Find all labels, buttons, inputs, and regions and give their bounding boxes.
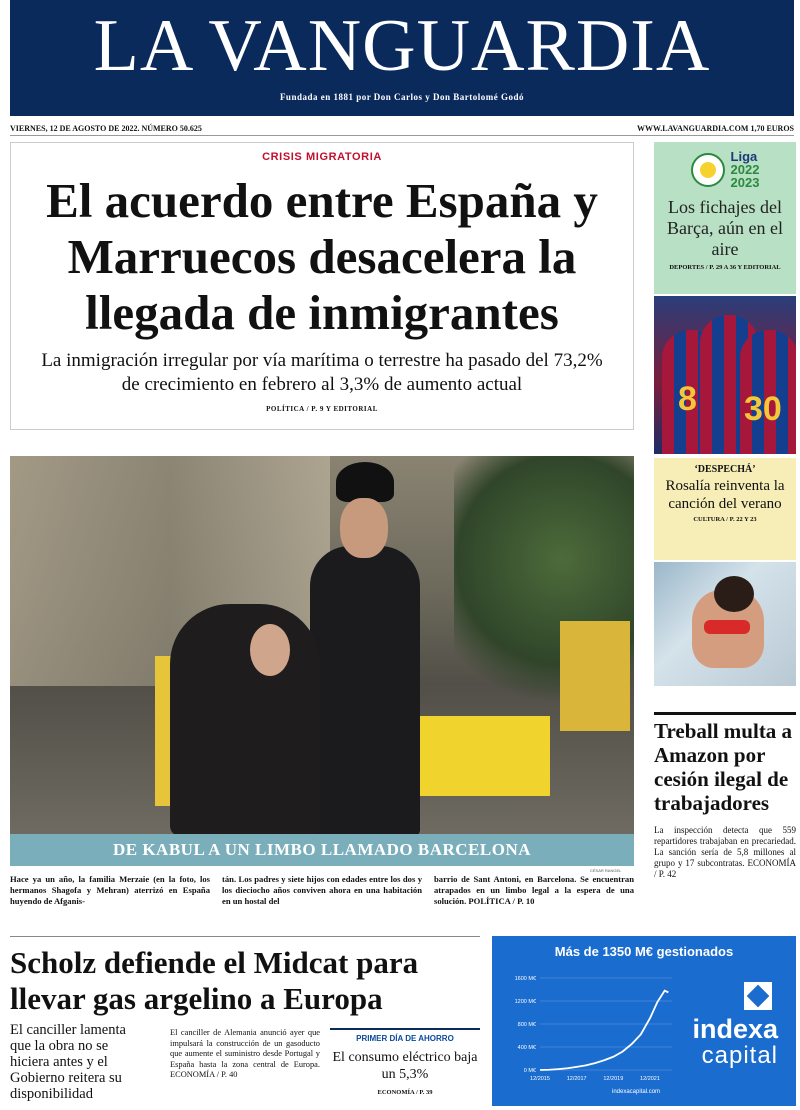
- lead-deck: La inmigración irregular por vía marítima o terrestre ha pasado del 73,2% de crecimiento en febrero al 3,3% de aumento actual: [41, 350, 603, 395]
- treball-text: La inspección detecta que 559 repartidores trabajaban en precariedad. La sanción sería de 5,8 millones al grupo y 17 subcontratas. ECONOMÍA / P. 42: [654, 825, 796, 879]
- liga-promo[interactable]: [654, 142, 796, 294]
- caption-col-1: Hace ya un año, la familia Merzaie (en la foto, los hermanos Shagofa y Mehran) aterrizó en España huyendo de Afganis-: [10, 874, 210, 906]
- chart-y-tick: 800 M€: [517, 1022, 536, 1028]
- rosalia-hair: [714, 576, 754, 612]
- masthead: [10, 0, 794, 116]
- energy-headline[interactable]: El consumo eléctrico baja un 5,3%: [332, 1050, 478, 1082]
- chart-series-line: [540, 991, 668, 1070]
- photo-young-man: [310, 546, 420, 836]
- liga-headline[interactable]: Los fichajes del Barça, aún en el aire: [667, 196, 783, 259]
- photo-young-woman-face: [250, 624, 290, 676]
- jersey-number-8: 8: [678, 380, 697, 418]
- dateline: [10, 122, 794, 136]
- chart-x-tick: 12/2021: [640, 1076, 660, 1082]
- energy-kicker: PRIMER DÍA DE AHORRO: [356, 1034, 454, 1043]
- energy-box[interactable]: [330, 1028, 480, 1096]
- liga-ball-icon: [691, 153, 725, 187]
- lead-kicker: CRISIS MIGRATORIA: [262, 151, 382, 163]
- barca-photo[interactable]: [654, 296, 796, 454]
- scholz-headline[interactable]: Scholz defiende el Midcat para llevar gas argelino a Europa: [10, 936, 480, 1017]
- liga-badge: [691, 150, 760, 189]
- liga-year-b: 2023: [730, 175, 760, 190]
- scholz-body: El canciller de Alemania anunció ayer que impulsará la construcción de un gasoducto que aumente el suministro desde Portugal y España hasta la zona central de Europa. ECONOMÍA / P. 40: [170, 1028, 320, 1080]
- chart-y-tick: 0 M€: [523, 1068, 536, 1074]
- jersey-number-30: 30: [744, 390, 782, 428]
- chart-y-tick: 1200 M€: [514, 999, 536, 1005]
- lead-page-ref: POLÍTICA / P. 9 Y EDITORIAL: [266, 405, 378, 413]
- photo-young-man-hair: [336, 462, 394, 502]
- brand-name-line2: capital: [701, 1042, 778, 1069]
- ad-url[interactable]: indexacapital.com: [612, 1089, 661, 1095]
- photo-caption-text: [10, 874, 634, 930]
- photo-young-woman: [170, 604, 320, 836]
- lead-headline[interactable]: El acuerdo entre España y Marruecos desacelera la llegada de inmigrantes: [46, 173, 598, 340]
- chart-y-tick: 1600 M€: [514, 976, 536, 982]
- brand-name-line1: indexa: [692, 1014, 778, 1044]
- rosalia-red-top: [704, 620, 750, 634]
- chart-y-tick: 400 M€: [517, 1045, 536, 1051]
- photo-credit: CÉSAR RANGEL: [590, 868, 622, 873]
- treball-story[interactable]: [654, 712, 796, 880]
- ad-title: Más de 1350 M€ gestionados: [554, 944, 734, 959]
- scholz-story[interactable]: [10, 936, 480, 1102]
- liga-year-a: 2022: [730, 162, 760, 177]
- issue-date: VIERNES, 12 DE AGOSTO DE 2022. NÚMERO 50.625: [10, 124, 202, 133]
- caption-col-2: tán. Los padres y siete hijos con edades entre los dos y los dieciocho años conviven ahora en una habitación en un hostal del: [222, 874, 422, 906]
- ad-chart: [500, 966, 680, 1091]
- liga-label: [731, 150, 760, 189]
- chart-x-tick: 12/2017: [566, 1076, 587, 1082]
- newspaper-title[interactable]: LA VANGUARDIA: [93, 5, 711, 87]
- indexa-logo-icon: [744, 982, 772, 1010]
- energy-page-ref: ECONOMÍA / P. 39: [377, 1089, 433, 1096]
- rosalia-teaser[interactable]: [654, 458, 796, 560]
- scholz-lede: El canciller lamenta que la obra no se hiciera antes y el Gobierno reitera su disponibilidad: [10, 1022, 126, 1102]
- chart-x-tick: 12/2015: [530, 1076, 550, 1082]
- liga-page-ref: DEPORTES / P. 29 A 36 Y EDITORIAL: [669, 263, 781, 271]
- photo-caption-bar: DE KABUL A UN LIMBO LLAMADO BARCELONA: [10, 834, 634, 866]
- photo-planter: [415, 716, 550, 796]
- lead-story[interactable]: [10, 142, 634, 430]
- website-price: WWW.LAVANGUARDIA.COM 1,70 EUROS: [637, 124, 794, 133]
- indexa-ad[interactable]: [492, 936, 796, 1106]
- rosalia-photo[interactable]: [654, 562, 796, 686]
- rosalia-page-ref: CULTURA / P. 22 Y 23: [693, 516, 757, 523]
- rosalia-kicker: ‘DESPECHÁ’: [694, 464, 756, 475]
- chart-x-tick: 12/2019: [603, 1076, 624, 1082]
- masthead-subtitle: Fundada en 1881 por Don Carlos y Don Bartolomé Godó: [279, 92, 525, 102]
- treball-headline[interactable]: Treball multa a Amazon por cesión ilegal de trabajadores: [654, 712, 796, 815]
- caption-col-3: barrio de Sant Antoni, en Barcelona. Se encuentran atrapados en un limbo legal a la espera de una solución. POLÍTICA / P. 10: [434, 874, 634, 906]
- rosalia-headline[interactable]: Rosalía reinventa la canción del verano: [665, 478, 785, 512]
- main-photo[interactable]: [10, 456, 634, 836]
- photo-planter-back: [560, 621, 630, 731]
- liga-word: Liga: [730, 149, 758, 164]
- photo-young-man-face: [340, 498, 388, 558]
